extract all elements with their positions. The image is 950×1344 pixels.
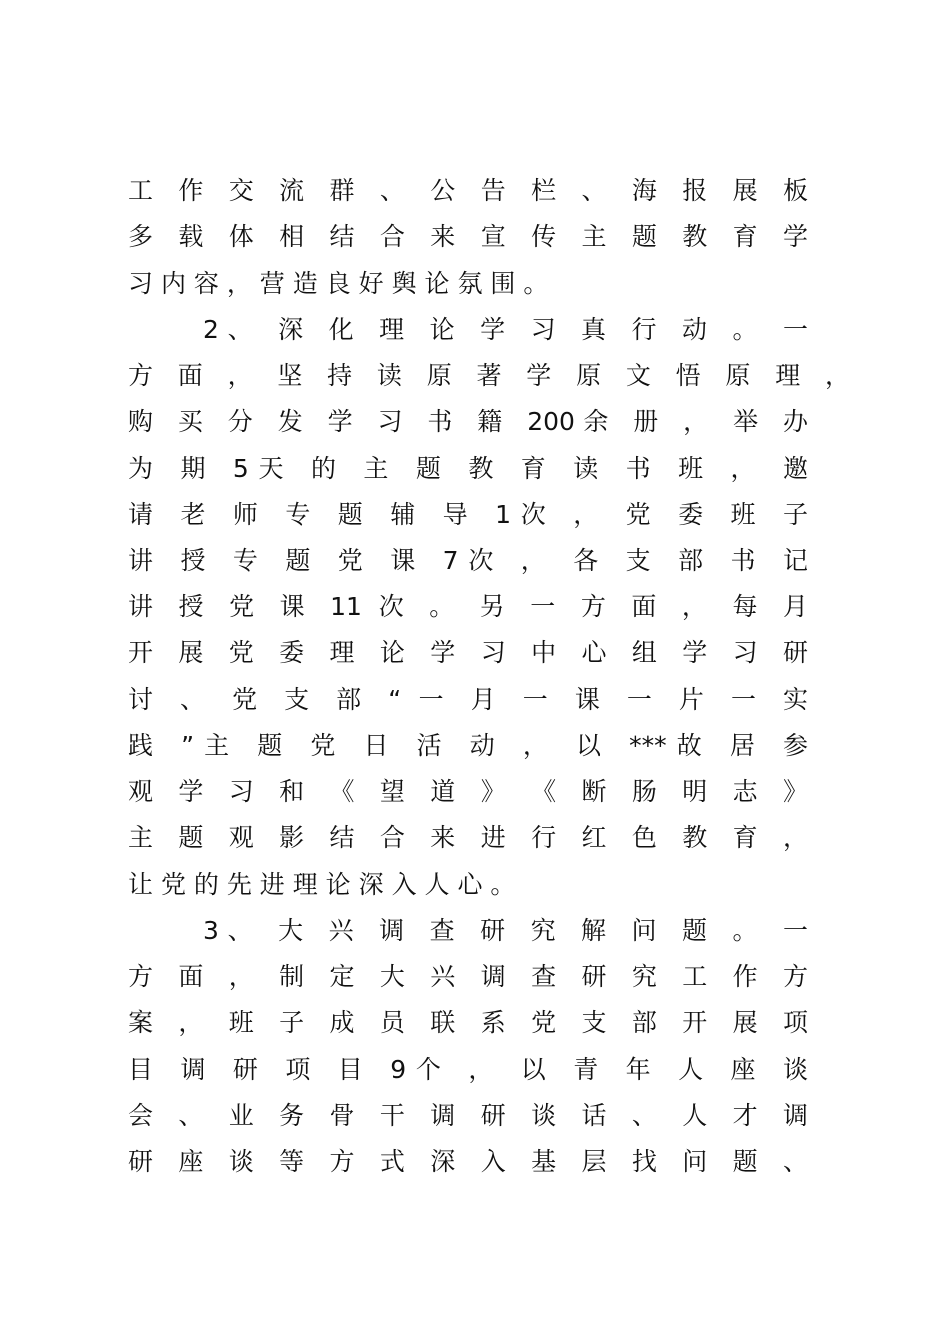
text-line-13: 践 ”主 题 党 日 活 动 ， 以 ***故 居 参 bbox=[128, 731, 808, 760]
text-line-18: 方 面 ， 制 定 大 兴 调 查 研 究 工 作 方 bbox=[128, 962, 808, 991]
text-line-15: 主 题 观 影 结 合 来 进 行 红 色 教 育 ， bbox=[128, 823, 808, 852]
text-line-21: 会 、 业 务 骨 干 调 研 谈 话 、 人 才 调 bbox=[128, 1101, 808, 1130]
text-line-16: 让 党 的 先 进 理 论 深 入 人 心 。 bbox=[128, 870, 516, 899]
text-line-20: 目 调 研 项 目 9个 ， 以 青 年 人 座 谈 bbox=[128, 1055, 808, 1084]
text-line-11: 开 展 党 委 理 论 学 习 中 心 组 学 习 研 bbox=[128, 638, 808, 667]
text-line-19: 案 ， 班 子 成 员 联 系 党 支 部 开 展 项 bbox=[128, 1008, 808, 1037]
text-line-4: 2、 深 化 理 论 学 习 真 行 动 。 一 bbox=[203, 315, 808, 344]
text-line-3: 习 内 容 ， 营 造 良 好 舆 论 氛 围 。 bbox=[128, 269, 549, 298]
text-line-6: 购 买 分 发 学 习 书 籍 200余 册 ， 举 办 bbox=[128, 407, 808, 436]
text-line-1: 工 作 交 流 群 、 公 告 栏 、 海 报 展 板 bbox=[128, 176, 808, 205]
text-line-7: 为 期 5天 的 主 题 教 育 读 书 班 ， 邀 bbox=[128, 454, 808, 483]
text-line-9: 讲 授 专 题 党 课 7次 ， 各 支 部 书 记 bbox=[128, 546, 808, 575]
text-line-5: 方 面 ， 坚 持 读 原 著 学 原 文 悟 原 理 ， bbox=[128, 361, 850, 390]
text-line-22: 研 座 谈 等 方 式 深 入 基 层 找 问 题 、 bbox=[128, 1147, 808, 1176]
text-line-12: 讨 、 党 支 部 “ 一 月 一 课 一 片 一 实 bbox=[128, 685, 808, 714]
text-line-8: 请 老 师 专 题 辅 导 1次 ， 党 委 班 子 bbox=[128, 500, 808, 529]
text-line-17: 3、 大 兴 调 查 研 究 解 问 题 。 一 bbox=[203, 916, 808, 945]
text-line-2: 多 载 体 相 结 合 来 宣 传 主 题 教 育 学 bbox=[128, 222, 808, 251]
text-line-14: 观 学 习 和 《 望 道 》 《 断 肠 明 志 》 bbox=[128, 777, 808, 806]
text-line-10: 讲 授 党 课 11 次 。 另 一 方 面 ， 每 月 bbox=[128, 592, 808, 621]
